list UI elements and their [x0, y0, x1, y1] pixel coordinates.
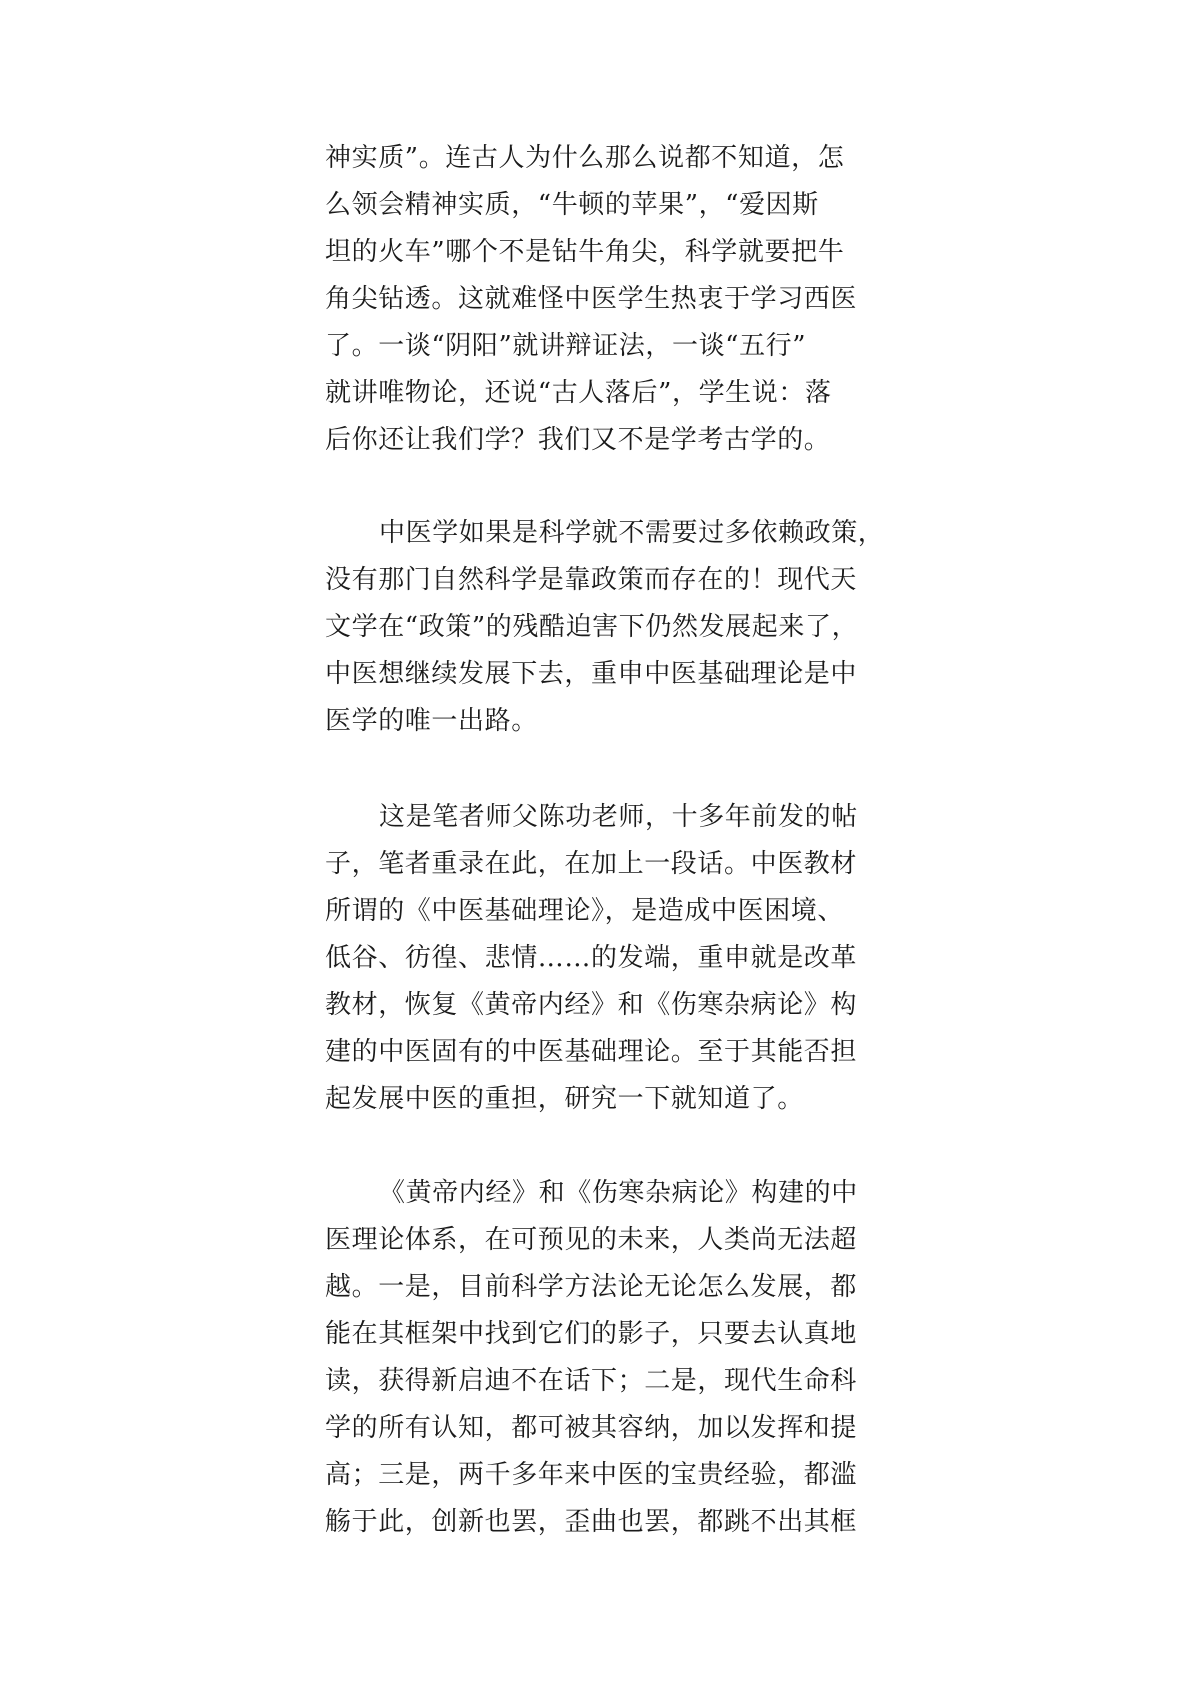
paragraph-4-line-1: 《黄帝内经》和《伤寒杂病论》构建的中 [379, 1178, 858, 1208]
paragraph-3-line-1: 这是笔者师父陈功老师，十多年前发的帖 [379, 802, 858, 832]
paragraph-4-line-4: 能在其框架中找到它们的影子，只要去认真地 [325, 1319, 858, 1349]
paragraph-2-line-1: 中医学如果是科学就不需要过多依赖政策， [379, 518, 885, 548]
paragraph-4-line-8: 觞于此，创新也罢，歪曲也罢，都跳不出其框 [325, 1507, 858, 1537]
paragraph-4-line-6: 学的所有认知，都可被其容纳，加以发挥和提 [325, 1413, 858, 1443]
paragraph-4-line-5: 读，获得新启迪不在话下；二是，现代生命科 [325, 1366, 858, 1396]
paragraph-1-line-2: 么领会精神实质，“牛顿的苹果”，“爱因斯 [325, 190, 819, 220]
paragraph-1-line-3: 坦的火车”哪个不是钻牛角尖，科学就要把牛 [325, 237, 845, 267]
paragraph-4-line-7: 高；三是，两千多年来中医的宝贵经验，都滥 [325, 1460, 858, 1490]
paragraph-4-line-3: 越。一是，目前科学方法论无论怎么发展，都 [325, 1272, 858, 1302]
paragraph-2-line-2: 没有那门自然科学是靠政策而存在的！现代天 [325, 565, 858, 595]
paragraph-2-line-5: 医学的唯一出路。 [325, 706, 538, 736]
paragraph-1-line-4: 角尖钻透。这就难怪中医学生热衷于学习西医 [325, 284, 858, 314]
paragraph-4-line-2: 医理论体系，在可预见的未来，人类尚无法超 [325, 1225, 858, 1255]
paragraph-1-line-1: 神实质”。连古人为什么那么说都不知道，怎 [325, 143, 845, 173]
paragraph-3-line-6: 建的中医固有的中医基础理论。至于其能否担 [325, 1037, 858, 1067]
paragraph-1-line-6: 就讲唯物论，还说“古人落后”，学生说：落 [325, 378, 832, 408]
paragraph-3-line-2: 子，笔者重录在此，在加上一段话。中医教材 [325, 849, 858, 879]
paragraph-3-line-5: 教材，恢复《黄帝内经》和《伤寒杂病论》构 [325, 990, 858, 1020]
paragraph-1-line-5: 了。一谈“阴阳”就讲辩证法，一谈“五行” [325, 331, 807, 361]
paragraph-3-line-4: 低谷、彷徨、悲情……的发端，重申就是改革 [325, 943, 858, 973]
paragraph-2-line-3: 文学在“政策”的残酷迫害下仍然发展起来了， [325, 612, 859, 642]
paragraph-1-line-7: 后你还让我们学？我们又不是学考古学的。 [325, 425, 831, 455]
paragraph-2-line-4: 中医想继续发展下去，重申中医基础理论是中 [325, 659, 858, 689]
paragraph-3-line-3: 所谓的《中医基础理论》，是造成中医困境、 [325, 896, 845, 926]
paragraph-3-line-7: 起发展中医的重担，研究一下就知道了。 [325, 1084, 804, 1114]
